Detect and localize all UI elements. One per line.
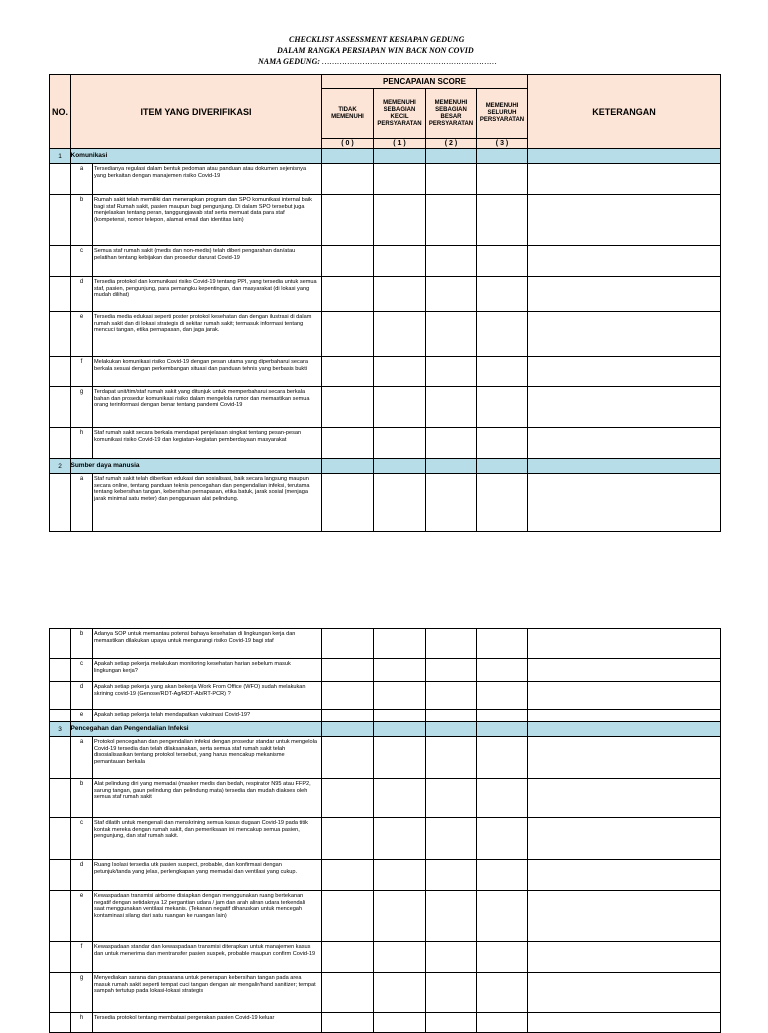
score-3-cell[interactable] — [477, 246, 528, 277]
item-text: Apakah setiap pekerja yang akan bekerja Work From Office (WFO) sudah melakukan skrining covid-19 (Genose/RDT-Ag/RDT-Ab/RT-PCR) ? — [93, 682, 322, 710]
item-letter: c — [71, 246, 93, 277]
keterangan-cell[interactable] — [528, 246, 721, 277]
item-text: Apakah setiap pekerja melakukan monitoring kesehatan harian sebelum masuk lingkungan kerja? — [93, 659, 322, 682]
item-text: Adanya SOP untuk memantau potensi bahaya kesehatan di lingkungan kerja dan memastikan dilakukan upaya untuk mengurangi risiko Covid-19 bagi staf — [93, 629, 322, 659]
score-1-cell[interactable] — [374, 474, 426, 532]
item-number-cell — [50, 737, 71, 779]
score-3-cell[interactable] — [477, 195, 528, 246]
score-2-cell[interactable] — [426, 277, 477, 312]
score-0-cell[interactable] — [322, 428, 374, 459]
item-number-cell — [50, 659, 71, 682]
score-1-cell[interactable] — [374, 973, 426, 1013]
item-letter: f — [71, 942, 93, 973]
score-2-cell[interactable] — [426, 357, 477, 387]
score-3-cell[interactable] — [477, 1013, 528, 1033]
score-2-cell[interactable] — [426, 942, 477, 973]
score-1-cell[interactable] — [374, 277, 426, 312]
section-score-cell — [426, 149, 477, 164]
section-score-cell — [374, 722, 426, 737]
item-text: Alat pelindung diri yang memadai (masker medis dan bedah, respirator N95 atau FFP2, sarung tangan, gaun pelindung dan pelindung mata) tersedia dan mudah diakses oleh semua staf rumah sakit — [93, 779, 322, 818]
header-no: NO. — [50, 75, 71, 149]
item-number-cell — [50, 818, 71, 860]
checklist-item-row — [50, 891, 721, 942]
item-text: Staf rumah sakit telah diberikan edukasi dan sosialisasi, baik secara langsung maupun secara online, tentang panduan teknis pencegahan dan pengendalian infeksi, terutama tentang kebersihan tangan, kebersihan pernapasan, etika batuk, jarak sosial (menjaga jarak minimal satu meter) dan penggunaan alat pelindung. — [93, 474, 322, 532]
keterangan-cell[interactable] — [528, 710, 721, 722]
item-letter: d — [71, 860, 93, 891]
keterangan-cell[interactable] — [528, 818, 721, 860]
keterangan-cell[interactable] — [528, 891, 721, 942]
header-score-1: MEMENUHI SEBAGIAN KECIL PERSYARATAN — [374, 89, 426, 139]
checklist-table-part-2 — [49, 628, 721, 1033]
header-code-2: ( 2 ) — [426, 139, 477, 149]
item-letter: d — [71, 277, 93, 312]
keterangan-cell[interactable] — [528, 682, 721, 710]
score-1-cell[interactable] — [374, 357, 426, 387]
score-2-cell[interactable] — [426, 659, 477, 682]
section-row — [50, 149, 721, 164]
score-3-cell[interactable] — [477, 818, 528, 860]
title-line-1: CHECKLIST ASSESSMENT KESIAPAN GEDUNG — [289, 35, 465, 44]
keterangan-cell[interactable] — [528, 779, 721, 818]
score-0-cell[interactable] — [322, 195, 374, 246]
score-2-cell[interactable] — [426, 629, 477, 659]
score-2-cell[interactable] — [426, 891, 477, 942]
item-letter: b — [71, 779, 93, 818]
score-0-cell[interactable] — [322, 1013, 374, 1033]
section-name-text — [70, 149, 322, 164]
item-letter: g — [71, 973, 93, 1013]
item-text: Ruang Isolasi tersedia utk pasien suspect, probable, dan konfirmasi dengan petunjuk/tanda yang jelas, perlengkapan yang memadai dan ventilasi yang cukup. — [93, 860, 322, 891]
section-row — [50, 722, 721, 737]
section-score-cell — [322, 149, 374, 164]
score-2-cell[interactable] — [426, 195, 477, 246]
section-number: 1 — [50, 149, 71, 164]
item-text: Semua staf rumah sakit (medis dan non-medis) telah diberi pengarahan dan/atau pelatihan tentang kebijakan dan prosedur darurat Covid-19 — [93, 246, 322, 277]
score-3-cell[interactable] — [477, 474, 528, 532]
score-0-cell[interactable] — [322, 891, 374, 942]
score-2-cell[interactable] — [426, 818, 477, 860]
item-number-cell — [50, 860, 71, 891]
header-code-1: ( 1 ) — [374, 139, 426, 149]
score-3-cell[interactable] — [477, 737, 528, 779]
item-text: Rumah sakit telah memiliki dan menerapkan program dan SPO komunikasi internal baik bagi staf Rumah sakit, pasien maupun bagi pengunjung. Di dalam SPO tersebut juga menjelaskan tentang peran, tanggungjawab staf serta memuat data para staf (kompetensi, nomor telepon, alamat email dan identitas lain) — [93, 195, 322, 246]
item-number-cell — [50, 195, 71, 246]
checklist-item-row — [50, 710, 721, 722]
score-3-cell[interactable] — [477, 710, 528, 722]
score-0-cell[interactable] — [322, 357, 374, 387]
score-3-cell[interactable] — [477, 860, 528, 891]
score-3-cell[interactable] — [477, 387, 528, 428]
score-3-cell[interactable] — [477, 659, 528, 682]
header-score-0: TIDAK MEMENUHI — [322, 89, 374, 139]
checklist-item-row — [50, 860, 721, 891]
score-0-cell[interactable] — [322, 710, 374, 722]
item-letter: c — [71, 818, 93, 860]
keterangan-cell[interactable] — [528, 474, 721, 532]
score-2-cell[interactable] — [426, 387, 477, 428]
checklist-item-row — [50, 818, 721, 860]
item-text: Melakukan komunikasi risiko Covid-19 dengan pesan utama yang diperbaharui secara berkala sesuai dengan perkembangan situasi dan panduan tehnis yang berbasis bukti — [93, 357, 322, 387]
header-code-0: ( 0 ) — [322, 139, 374, 149]
score-3-cell[interactable] — [477, 629, 528, 659]
building-name-label: NAMA GEDUNG — [258, 57, 318, 66]
section-score-cell — [374, 459, 426, 474]
section-score-cell — [322, 459, 374, 474]
item-text: Tersedia protokol dan komunikasi risiko Covid-19 tentang PPI, yang tersedia untuk semua staf, pasien, pengunjung, para pemangku kepentingan, dan masyarakat (di lokasi yang mudah dilihat) — [93, 277, 322, 312]
checklist-item-row — [50, 246, 721, 277]
item-number-cell — [50, 277, 71, 312]
keterangan-cell[interactable] — [528, 312, 721, 357]
score-0-cell[interactable] — [322, 682, 374, 710]
checklist-item-row — [50, 312, 721, 357]
score-3-cell[interactable] — [477, 312, 528, 357]
score-3-cell[interactable] — [477, 891, 528, 942]
item-letter: b — [71, 195, 93, 246]
item-letter: c — [71, 659, 93, 682]
section-note-cell — [528, 722, 721, 737]
section-name-text — [70, 459, 322, 474]
section-name-text — [70, 722, 322, 737]
checklist-item-row — [50, 387, 721, 428]
keterangan-cell[interactable] — [528, 164, 721, 195]
header-keterangan: KETERANGAN — [528, 75, 721, 149]
item-text: Terdapat unit/tim/staf rumah sakit yang ditunjuk untuk memperbaharui secara berkala bahan dan prosedur komunikasi risiko dalam mengelola rumor dan memastikan semua orang terinformasi dengan benar tentang pandemi Covid-19 — [93, 387, 322, 428]
score-0-cell[interactable] — [322, 659, 374, 682]
item-text: Staf rumah sakit secara berkala mendapat penjelasan singkat tentang pesan-pesan komunikasi risiko Covid-19 dan kegiatan-kegiatan pemberdayaan masyarakat — [93, 428, 322, 459]
score-2-cell[interactable] — [426, 973, 477, 1013]
score-3-cell[interactable] — [477, 164, 528, 195]
score-1-cell[interactable] — [374, 164, 426, 195]
item-letter: h — [71, 428, 93, 459]
keterangan-cell[interactable] — [528, 737, 721, 779]
score-3-cell[interactable] — [477, 357, 528, 387]
score-1-cell[interactable] — [374, 942, 426, 973]
score-1-cell[interactable] — [374, 428, 426, 459]
building-name-blank: …………………………………………………………… — [322, 57, 498, 66]
header-score-3: MEMENUHI SELURUH PERSYARATAN — [477, 89, 528, 139]
item-letter: e — [71, 710, 93, 722]
score-0-cell[interactable] — [322, 779, 374, 818]
section-note-cell — [528, 459, 721, 474]
score-1-cell[interactable] — [374, 195, 426, 246]
checklist-item-row — [50, 164, 721, 195]
score-0-cell[interactable] — [322, 277, 374, 312]
keterangan-cell[interactable] — [528, 659, 721, 682]
score-1-cell[interactable] — [374, 1013, 426, 1033]
score-1-cell[interactable] — [374, 246, 426, 277]
keterangan-cell[interactable] — [528, 428, 721, 459]
score-2-cell[interactable] — [426, 737, 477, 779]
item-letter: d — [71, 682, 93, 710]
score-1-cell[interactable] — [374, 387, 426, 428]
keterangan-cell[interactable] — [528, 860, 721, 891]
item-text: Tersedia protokol tentang membatasi pergerakan pasien Covid-19 keluar — [93, 1013, 322, 1033]
score-0-cell[interactable] — [322, 312, 374, 357]
score-3-cell[interactable] — [477, 428, 528, 459]
score-2-cell[interactable] — [426, 779, 477, 818]
score-1-cell[interactable] — [374, 891, 426, 942]
section-score-cell — [477, 722, 528, 737]
checklist-item-row — [50, 357, 721, 387]
score-2-cell[interactable] — [426, 428, 477, 459]
checklist-item-row — [50, 973, 721, 1013]
checklist-item-row — [50, 277, 721, 312]
item-letter: h — [71, 1013, 93, 1033]
score-2-cell[interactable] — [426, 1013, 477, 1033]
header-score-group: PENCAPAIAN SCORE — [322, 75, 528, 89]
building-name-line: NAMA GEDUNG: …………………………………………………………… — [258, 57, 498, 66]
section-score-cell — [426, 459, 477, 474]
item-text: Menyediakan sarana dan prasarana untuk penerapan kebersihan tangan pada area masuk rumah sakit seperti tempat cuci tangan dengan air mengalir/hand sanitizer; tempat sampah tertutup pada lokasi-lokasi strategis — [93, 973, 322, 1013]
score-1-cell[interactable] — [374, 779, 426, 818]
score-1-cell[interactable] — [374, 659, 426, 682]
score-0-cell[interactable] — [322, 246, 374, 277]
item-letter: a — [71, 164, 93, 195]
item-number-cell — [50, 710, 71, 722]
score-1-cell[interactable] — [374, 312, 426, 357]
checklist-item-row — [50, 682, 721, 710]
score-1-cell[interactable] — [374, 737, 426, 779]
checklist-item-row — [50, 629, 721, 659]
score-3-cell[interactable] — [477, 277, 528, 312]
item-number-cell — [50, 942, 71, 973]
keterangan-cell[interactable] — [528, 629, 721, 659]
checklist-item-row — [50, 1013, 721, 1033]
keterangan-cell[interactable] — [528, 277, 721, 312]
item-text: Protokol pencegahan dan pengendalian infeksi dengan prosedur standar untuk mengelola Covid-19 tersedia dan telah dilaksanakan, serta semua staf rumah sakit telah disosialisasikan tentang protokol tersebut, yang harus mencakup mekanisme pemantauan berkala — [93, 737, 322, 779]
item-text: Kewaspadaan transmisi airborne disiapkan dengan menggunakan ruang bertekanan negatif dengan setidaknya 12 pergantian udara / jam dan arah aliran udara terkendali saat menggunakan ventilasi mekanis. (Tekanan negatif diharuskan untuk mencegah kontaminasi silang dari satu ruangan ke ruangan lain) — [93, 891, 322, 942]
score-0-cell[interactable] — [322, 387, 374, 428]
item-number-cell — [50, 387, 71, 428]
score-0-cell[interactable] — [322, 860, 374, 891]
section-note-cell — [528, 149, 721, 164]
score-2-cell[interactable] — [426, 164, 477, 195]
score-0-cell[interactable] — [322, 818, 374, 860]
section-title: Komunikasi — [70, 152, 108, 159]
item-letter: a — [71, 737, 93, 779]
item-letter: f — [71, 357, 93, 387]
item-number-cell — [50, 312, 71, 357]
item-number-cell — [50, 891, 71, 942]
keterangan-cell[interactable] — [528, 195, 721, 246]
score-1-cell[interactable] — [374, 818, 426, 860]
checklist-item-row — [50, 195, 721, 246]
item-text: Staf dilatih untuk mengenali dan menskrining semua kasus dugaan Covid-19 pada titik kontak mereka dengan rumah sakit, dan pemeriksaan ini mencakup semua pasien, pengunjung, dan staf rumah sakit. — [93, 818, 322, 860]
item-number-cell — [50, 164, 71, 195]
score-0-cell[interactable] — [322, 474, 374, 532]
section-score-cell — [322, 722, 374, 737]
header-item: ITEM YANG DIVERIFIKASI — [71, 75, 322, 149]
item-letter: e — [71, 891, 93, 942]
checklist-table-part-1 — [49, 74, 721, 532]
item-letter: g — [71, 387, 93, 428]
item-number-cell — [50, 474, 71, 532]
checklist-item-row — [50, 779, 721, 818]
section-score-cell — [426, 722, 477, 737]
item-number-cell — [50, 428, 71, 459]
section-number: 3 — [50, 722, 71, 737]
title-line-2: DALAM RANGKA PERSIAPAN WIN BACK NON COVID — [277, 46, 474, 55]
item-number-cell — [50, 629, 71, 659]
item-number-cell — [50, 246, 71, 277]
section-score-cell — [374, 149, 426, 164]
score-2-cell[interactable] — [426, 312, 477, 357]
section-title: Pencegahan dan Pengendalian Infeksi — [70, 725, 189, 732]
checklist-item-row — [50, 659, 721, 682]
item-letter: a — [71, 474, 93, 532]
item-number-cell — [50, 1013, 71, 1033]
keterangan-cell[interactable] — [528, 973, 721, 1013]
item-text: Apakah setiap pekerja telah mendapatkan vaksinasi Covid-19? — [93, 710, 322, 722]
item-text: Tersedianya regulasi dalam bentuk pedoman atau panduan atau dokumen sejenisnya yang berkaitan dengan manajemen risiko Covid-19 — [93, 164, 322, 195]
section-score-cell — [477, 149, 528, 164]
item-number-cell — [50, 357, 71, 387]
item-number-cell — [50, 779, 71, 818]
item-text: Kewaspadaan standar dan kewaspadaan transmisi diterapkan untuk manajemen kasus dan untuk menerima dan mentransfer pasien suspek, probable maupun confirm Covid-19 — [93, 942, 322, 973]
checklist-item-row — [50, 737, 721, 779]
score-3-cell[interactable] — [477, 682, 528, 710]
score-2-cell[interactable] — [426, 682, 477, 710]
score-0-cell[interactable] — [322, 629, 374, 659]
score-0-cell[interactable] — [322, 737, 374, 779]
score-3-cell[interactable] — [477, 942, 528, 973]
section-number: 2 — [50, 459, 71, 474]
section-title: Sumber daya manusia — [70, 462, 140, 469]
score-2-cell[interactable] — [426, 474, 477, 532]
score-2-cell[interactable] — [426, 860, 477, 891]
score-2-cell[interactable] — [426, 710, 477, 722]
score-1-cell[interactable] — [374, 629, 426, 659]
item-text: Tersedia media edukasi seperti poster protokol kesehatan dan dengan ilustrasi di dalam rumah sakit dan di lokasi strategis di sekitar rumah sakit; termasuk informasi tentang mencuci tangan, etika pernapasan, dan jaga jarak. — [93, 312, 322, 357]
item-number-cell — [50, 973, 71, 1013]
section-row — [50, 459, 721, 474]
item-number-cell — [50, 682, 71, 710]
checklist-item-row — [50, 428, 721, 459]
score-0-cell[interactable] — [322, 164, 374, 195]
section-score-cell — [477, 459, 528, 474]
checklist-item-row — [50, 942, 721, 973]
keterangan-cell[interactable] — [528, 357, 721, 387]
item-letter: e — [71, 312, 93, 357]
score-3-cell[interactable] — [477, 973, 528, 1013]
keterangan-cell[interactable] — [528, 387, 721, 428]
header-code-3: ( 3 ) — [477, 139, 528, 149]
score-1-cell[interactable] — [374, 860, 426, 891]
keterangan-cell[interactable] — [528, 942, 721, 973]
score-0-cell[interactable] — [322, 973, 374, 1013]
checklist-item-row — [50, 474, 721, 532]
score-1-cell[interactable] — [374, 682, 426, 710]
score-3-cell[interactable] — [477, 779, 528, 818]
score-0-cell[interactable] — [322, 942, 374, 973]
score-1-cell[interactable] — [374, 710, 426, 722]
score-2-cell[interactable] — [426, 246, 477, 277]
keterangan-cell[interactable] — [528, 1013, 721, 1033]
header-score-2: MEMENUHI SEBAGIAN BESAR PERSYARATAN — [426, 89, 477, 139]
item-letter: b — [71, 629, 93, 659]
